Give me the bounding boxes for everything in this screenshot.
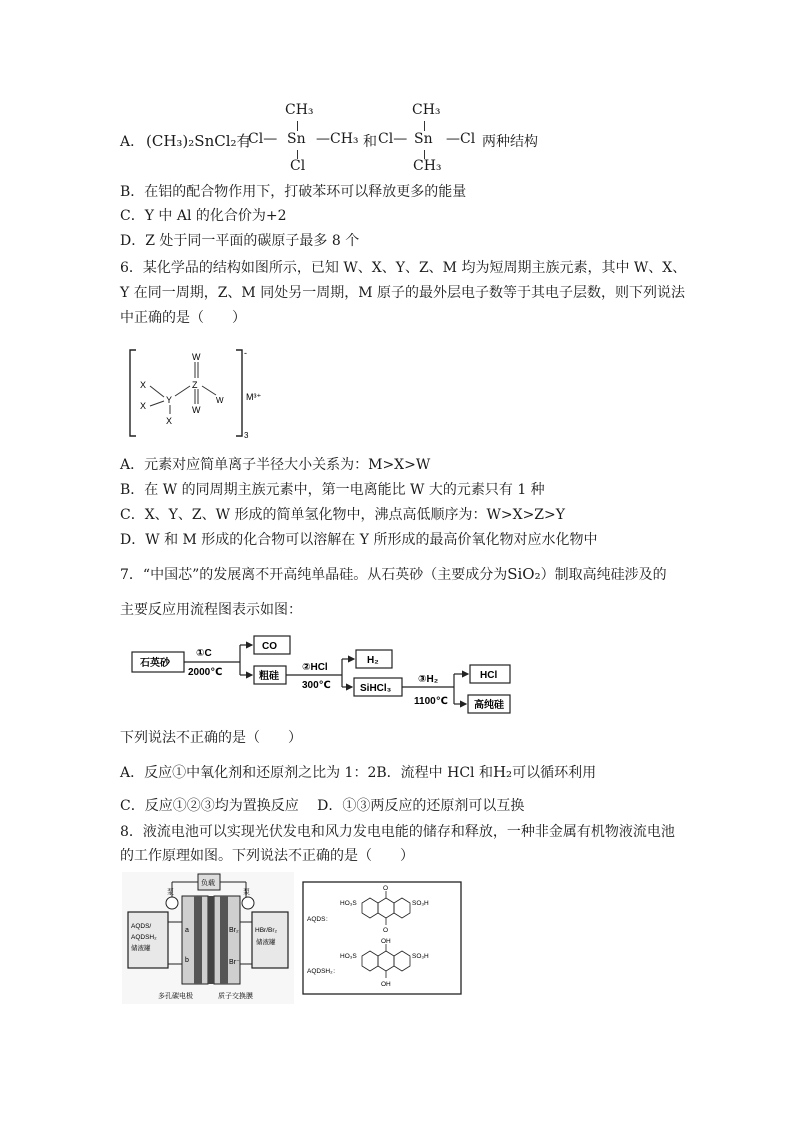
q7-co-label: CO <box>262 641 277 652</box>
q6-stem-line2: Y 在同一周期，Z、M 同处另一周期，M 原子的最外层电子数等于其电子层数，则下列说法 <box>120 285 685 301</box>
q5-option-d: D．Z 处于同一平面的碳原子最多 8 个 <box>120 233 360 249</box>
q8-membrane <box>208 896 214 984</box>
q5a-prefix: A． <box>120 134 145 150</box>
q8-molecule-diagram <box>302 881 462 995</box>
q8-o-bottom: O <box>383 927 389 934</box>
q5a-s2-sn: Sn <box>414 131 433 147</box>
q5a-mid: 和 <box>363 134 377 150</box>
q7-r3-label: ③H₂ <box>418 674 439 685</box>
q7-r1-temp: 2000℃ <box>188 667 223 678</box>
q8-pump-right-label: 泵 <box>243 889 250 896</box>
q7-r1-label: ①C <box>196 648 212 659</box>
q8-so3h-left-2: HO₃S <box>340 953 357 960</box>
q6-charge: - <box>244 348 247 358</box>
q8-oh-bottom: OH <box>381 981 391 988</box>
q8-so3h-right-2: SO₃H <box>412 953 429 960</box>
q8-right-tank-l2: 储液罐 <box>256 939 276 946</box>
q5a-s2-cl: Cl— <box>378 131 408 147</box>
q6-atom-x2: X <box>140 401 147 411</box>
q8-aqds-label: AQDS： <box>307 916 332 923</box>
q8-stem-line2: 的工作原理如图。下列说法不正确的是（ ） <box>120 848 414 864</box>
q8-electrode-right <box>220 896 228 984</box>
q7-optab-formula: H₂ <box>492 763 513 781</box>
q5a-s1-bottom: Cl <box>290 158 306 174</box>
q8-electrode-caption: 多孔碳电极 <box>158 993 193 1000</box>
q8-oh-top: OH <box>381 938 391 945</box>
q7-stem-line3: 下列说法不正确的是（ ） <box>120 730 302 746</box>
q5a-s1-right: —CH₃ <box>316 131 359 147</box>
q7-stem-line1 <box>120 564 667 585</box>
q7-crude-label: 粗硅 <box>259 671 279 682</box>
q6-right-bracket <box>236 350 242 436</box>
q8-so3h-left-1: HO₃S <box>340 900 357 907</box>
q8-so3h-right-1: SO₃H <box>412 900 429 907</box>
q5a-suffix: 两种结构 <box>482 134 538 150</box>
q6-structure-figure <box>128 348 278 440</box>
q7-optab-b: 可以循环利用 <box>512 765 597 781</box>
q6-atom-w-right: W <box>216 396 224 405</box>
q7-option-cd: C．反应①②③均为置换反应 D．①③两反应的还原剂可以互换 <box>120 798 525 814</box>
q6-atom-y: Y <box>166 395 173 405</box>
q8-pump-left <box>166 897 178 909</box>
q7-quartz-label: 石英砂 <box>140 658 170 669</box>
q6-left-bracket <box>130 350 136 436</box>
q7-stem1-a: 7．“中国芯”的发展离不开高纯单晶硅。从石英砂（主要成分为 <box>120 567 508 583</box>
q7-r2-temp: 300℃ <box>302 680 331 691</box>
q6-cation: M³⁺ <box>246 392 262 402</box>
q5a-s2-bottom: CH₃ <box>413 158 442 174</box>
q6-atom-w-top: W <box>192 352 201 362</box>
q8-left-tank-l3: 储液罐 <box>131 945 151 952</box>
q7-optab-a: A．反应①中氧化剂和还原剂之比为 1：2B．流程中 HCl 和 <box>120 765 493 781</box>
q6-atom-z: Z <box>192 380 198 390</box>
q7-hcl-label: HCl <box>480 670 498 681</box>
q5a-s1-sn: Sn <box>287 131 306 147</box>
q8-pump-right <box>242 897 254 909</box>
q7-h2-label: H₂ <box>367 655 379 666</box>
q5a-formula: (CH₃)₂SnCl₂有 <box>146 132 252 150</box>
q7-r2-label: ②HCl <box>302 662 328 673</box>
q6-option-a: A．元素对应简单离子半径大小关系为：M>X>W <box>120 457 431 473</box>
q7-sihcl3-label: SiHCl₃ <box>360 683 392 694</box>
q6-option-c: C．X、Y、Z、W 形成的简单氢化物中，沸点高低顺序为：W>X>Z>Y <box>120 507 566 523</box>
q5-option-b: B．在铝的配合物作用下，打破苯环可以释放更多的能量 <box>120 184 467 200</box>
q8-label-br2: Br₂ <box>229 927 239 934</box>
q7-pure-label: 高纯硅 <box>474 700 504 711</box>
q8-o-top: O <box>383 885 389 892</box>
q6-subscript: 3 <box>244 431 249 440</box>
q5-option-c: C．Y 中 Al 的化合价为+2 <box>120 208 287 224</box>
q8-left-tank-l1: AQDS/ <box>131 923 152 930</box>
q8-aqdsh2-label: AQDSH₂： <box>307 968 340 975</box>
q8-battery-diagram <box>122 872 294 1004</box>
q5a-s1-top: CH₃ <box>285 102 314 118</box>
q5a-s2-right: —Cl <box>446 131 476 147</box>
q6-atom-x-bottom: X <box>166 416 173 426</box>
q5a-s2-bond-up <box>424 121 425 131</box>
q7-stem1-b: ）制取高纯硅涉及的 <box>540 567 667 583</box>
q8-stem-line1: 8．液流电池可以实现光伏发电和风力发电电能的储存和释放，一种非金属有机物液流电池 <box>120 824 675 840</box>
q5a-s2-top: CH₃ <box>412 102 441 118</box>
q8-membrane-caption: 质子交换膜 <box>218 993 253 1000</box>
q7-flowchart <box>128 632 548 722</box>
q8-label-b: b <box>185 957 189 964</box>
q5a-s1-cl: Cl— <box>248 131 278 147</box>
q5-option-a <box>120 100 680 180</box>
q8-load-label: 负载 <box>201 880 215 887</box>
q8-right-tank-l1: HBr/Br₂ <box>255 927 278 934</box>
q5a-s1-bond-up <box>297 121 298 131</box>
q7-stem1-formula: SiO₂ <box>507 565 541 583</box>
q6-stem-line1: 6．某化学品的结构如图所示，已知 W、X、Y、Z、M 均为短周期主族元素，其中 W、X、 <box>120 260 687 276</box>
q7-r3-temp: 1100℃ <box>414 696 448 707</box>
q6-option-b: B．在 W 的同周期主族元素中，第一电离能比 W 大的元素只有 1 种 <box>120 482 545 498</box>
q8-left-tank-l2: AQDSH₂ <box>131 934 157 941</box>
q6-option-d: D．W 和 M 形成的化合物可以溶解在 Y 所形成的最高价氧化物对应水化物中 <box>120 532 598 548</box>
q7-option-ab <box>120 762 596 783</box>
q6-atom-x1: X <box>140 380 147 390</box>
q8-electrode-left <box>194 896 202 984</box>
q8-pump-left-label: 泵 <box>167 889 174 896</box>
q6-atom-w-bottom: W <box>192 405 201 415</box>
q8-label-a: a <box>185 927 189 934</box>
q6-stem-line3: 中正确的是（ ） <box>120 310 246 326</box>
q8-label-brm: Br⁻ <box>229 959 240 966</box>
q7-stem-line2: 主要反应用流程图表示如图： <box>120 602 302 618</box>
